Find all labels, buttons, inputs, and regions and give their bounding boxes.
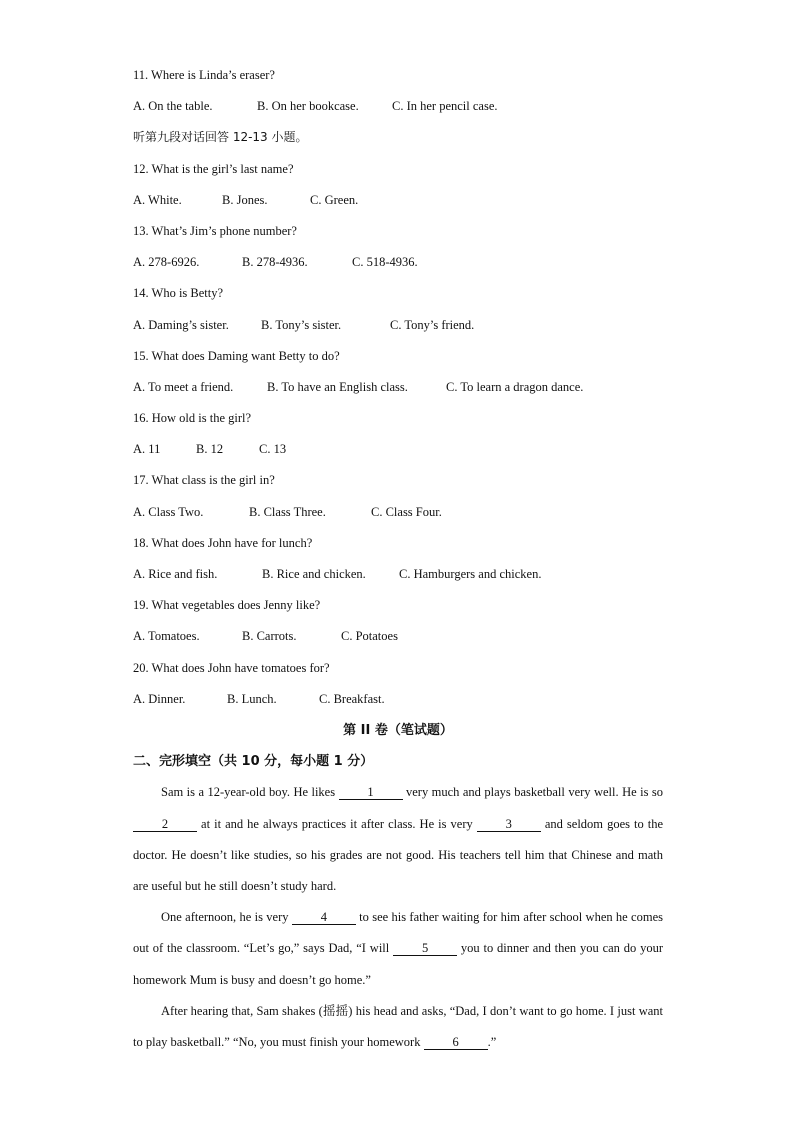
option-b: B. To have an English class. [267, 379, 408, 394]
passage-text: you to dinner and then you can do your homework Mum is busy and doesn’t go home.” [133, 941, 663, 987]
option-c: C. Tony’s friend. [390, 317, 475, 332]
option-c: C. In her pencil case. [392, 99, 498, 114]
option-a: A. Daming’s sister. [133, 317, 229, 332]
passage-paragraph-1 [133, 777, 663, 902]
options-row [133, 621, 663, 652]
passage-paragraph-3 [133, 996, 663, 1058]
passage-paragraph-2 [133, 902, 663, 996]
blank-5: 5 [393, 941, 457, 956]
option-a: A. To meet a friend. [133, 379, 234, 394]
part-two-title: 第 II 卷（笔试题） [343, 722, 453, 738]
blank-6: 6 [424, 1035, 488, 1050]
passage-text: Sam is a 12-year-old boy. He likes [161, 785, 336, 800]
option-b: B. On her bookcase. [257, 99, 359, 114]
option-b: B. Rice and chicken. [262, 567, 366, 581]
options-row [133, 247, 663, 278]
option-b: B. Lunch. [227, 691, 277, 706]
option-c: C. Breakfast. [319, 691, 385, 706]
passage-text: very much and plays basketball very well. He is so [406, 785, 663, 800]
option-a: A. Rice and fish. [133, 567, 218, 581]
options-row [133, 310, 663, 341]
option-a: A. White. [133, 192, 182, 207]
option-a: A. Class Two. [133, 504, 204, 519]
question-text: 13. What’s Jim’s phone number? [133, 223, 297, 238]
option-c: C. 13 [259, 442, 287, 457]
option-c: C. To learn a dragon dance. [446, 379, 584, 394]
option-b: B. Class Three. [249, 504, 326, 519]
options-row [133, 372, 663, 403]
passage-text: at it and he always practices it after class. He is very [201, 816, 473, 831]
blank-3: 3 [477, 817, 541, 832]
passage-text: and seldom goes to the doctor. He doesn’t like studies, so his grades are not good. His teachers tell him that Chinese and math are useful but he still doesn’t study hard. [133, 816, 664, 893]
option-b: B. Jones. [222, 192, 268, 207]
question-text: 12. What is the girl’s last name? [133, 161, 294, 176]
cloze-section-heading: 二、完形填空（共 10 分，每小题 1 分） [133, 754, 374, 770]
blank-1: 1 [339, 785, 403, 800]
option-b: B. 278-4936. [242, 255, 308, 270]
option-a: A. 11 [133, 442, 161, 457]
option-c: C. Class Four. [371, 504, 442, 519]
passage-text: One afternoon, he is very [161, 910, 289, 925]
passage-text: to see his father waiting for him after school when he comes out of the classroom. “Let’s go,” says Dad, “I will [133, 910, 663, 956]
option-c: C. Green. [310, 192, 359, 207]
question-text: 17. What class is the girl in? [133, 473, 275, 488]
exam-page [133, 60, 663, 1058]
option-c: C. 518-4936. [352, 255, 418, 270]
options-row [133, 497, 663, 528]
blank-4: 4 [292, 910, 356, 925]
option-c: C. Potatoes [341, 629, 398, 644]
passage-text: .” [487, 1034, 497, 1049]
blank-2: 2 [133, 817, 197, 832]
options-row [133, 91, 663, 122]
question-text: 11. Where is Linda’s eraser? [133, 68, 275, 82]
options-row [133, 185, 663, 216]
question-text: 14. Who is Betty? [133, 286, 224, 301]
option-c: C. Hamburgers and chicken. [399, 567, 542, 581]
option-a: A. Dinner. [133, 691, 186, 706]
question-text: 15. What does Daming want Betty to do? [133, 348, 340, 363]
options-row [133, 684, 663, 715]
option-a: A. 278-6926. [133, 255, 200, 270]
options-row [133, 559, 663, 590]
option-a: A. On the table. [133, 99, 213, 114]
question-text: 19. What vegetables does Jenny like? [133, 598, 321, 613]
option-b: B. Tony’s sister. [261, 317, 342, 332]
question-text: 20. What does John have tomatoes for? [133, 660, 330, 675]
option-b: B. 12 [196, 442, 224, 457]
passage-text: After hearing that, Sam shakes (摇摇) his head and asks, “Dad, I don’t want to go home. I just want to play basketball.” “No, you must finish your homework [133, 1003, 663, 1049]
question-text: 16. How old is the girl? [133, 411, 252, 426]
option-b: B. Carrots. [242, 629, 297, 644]
question-text: 18. What does John have for lunch? [133, 535, 313, 550]
option-a: A. Tomatoes. [133, 629, 200, 644]
options-row [133, 434, 663, 465]
listening-note: 听第九段对话回答 12-13 小题。 [133, 130, 308, 145]
